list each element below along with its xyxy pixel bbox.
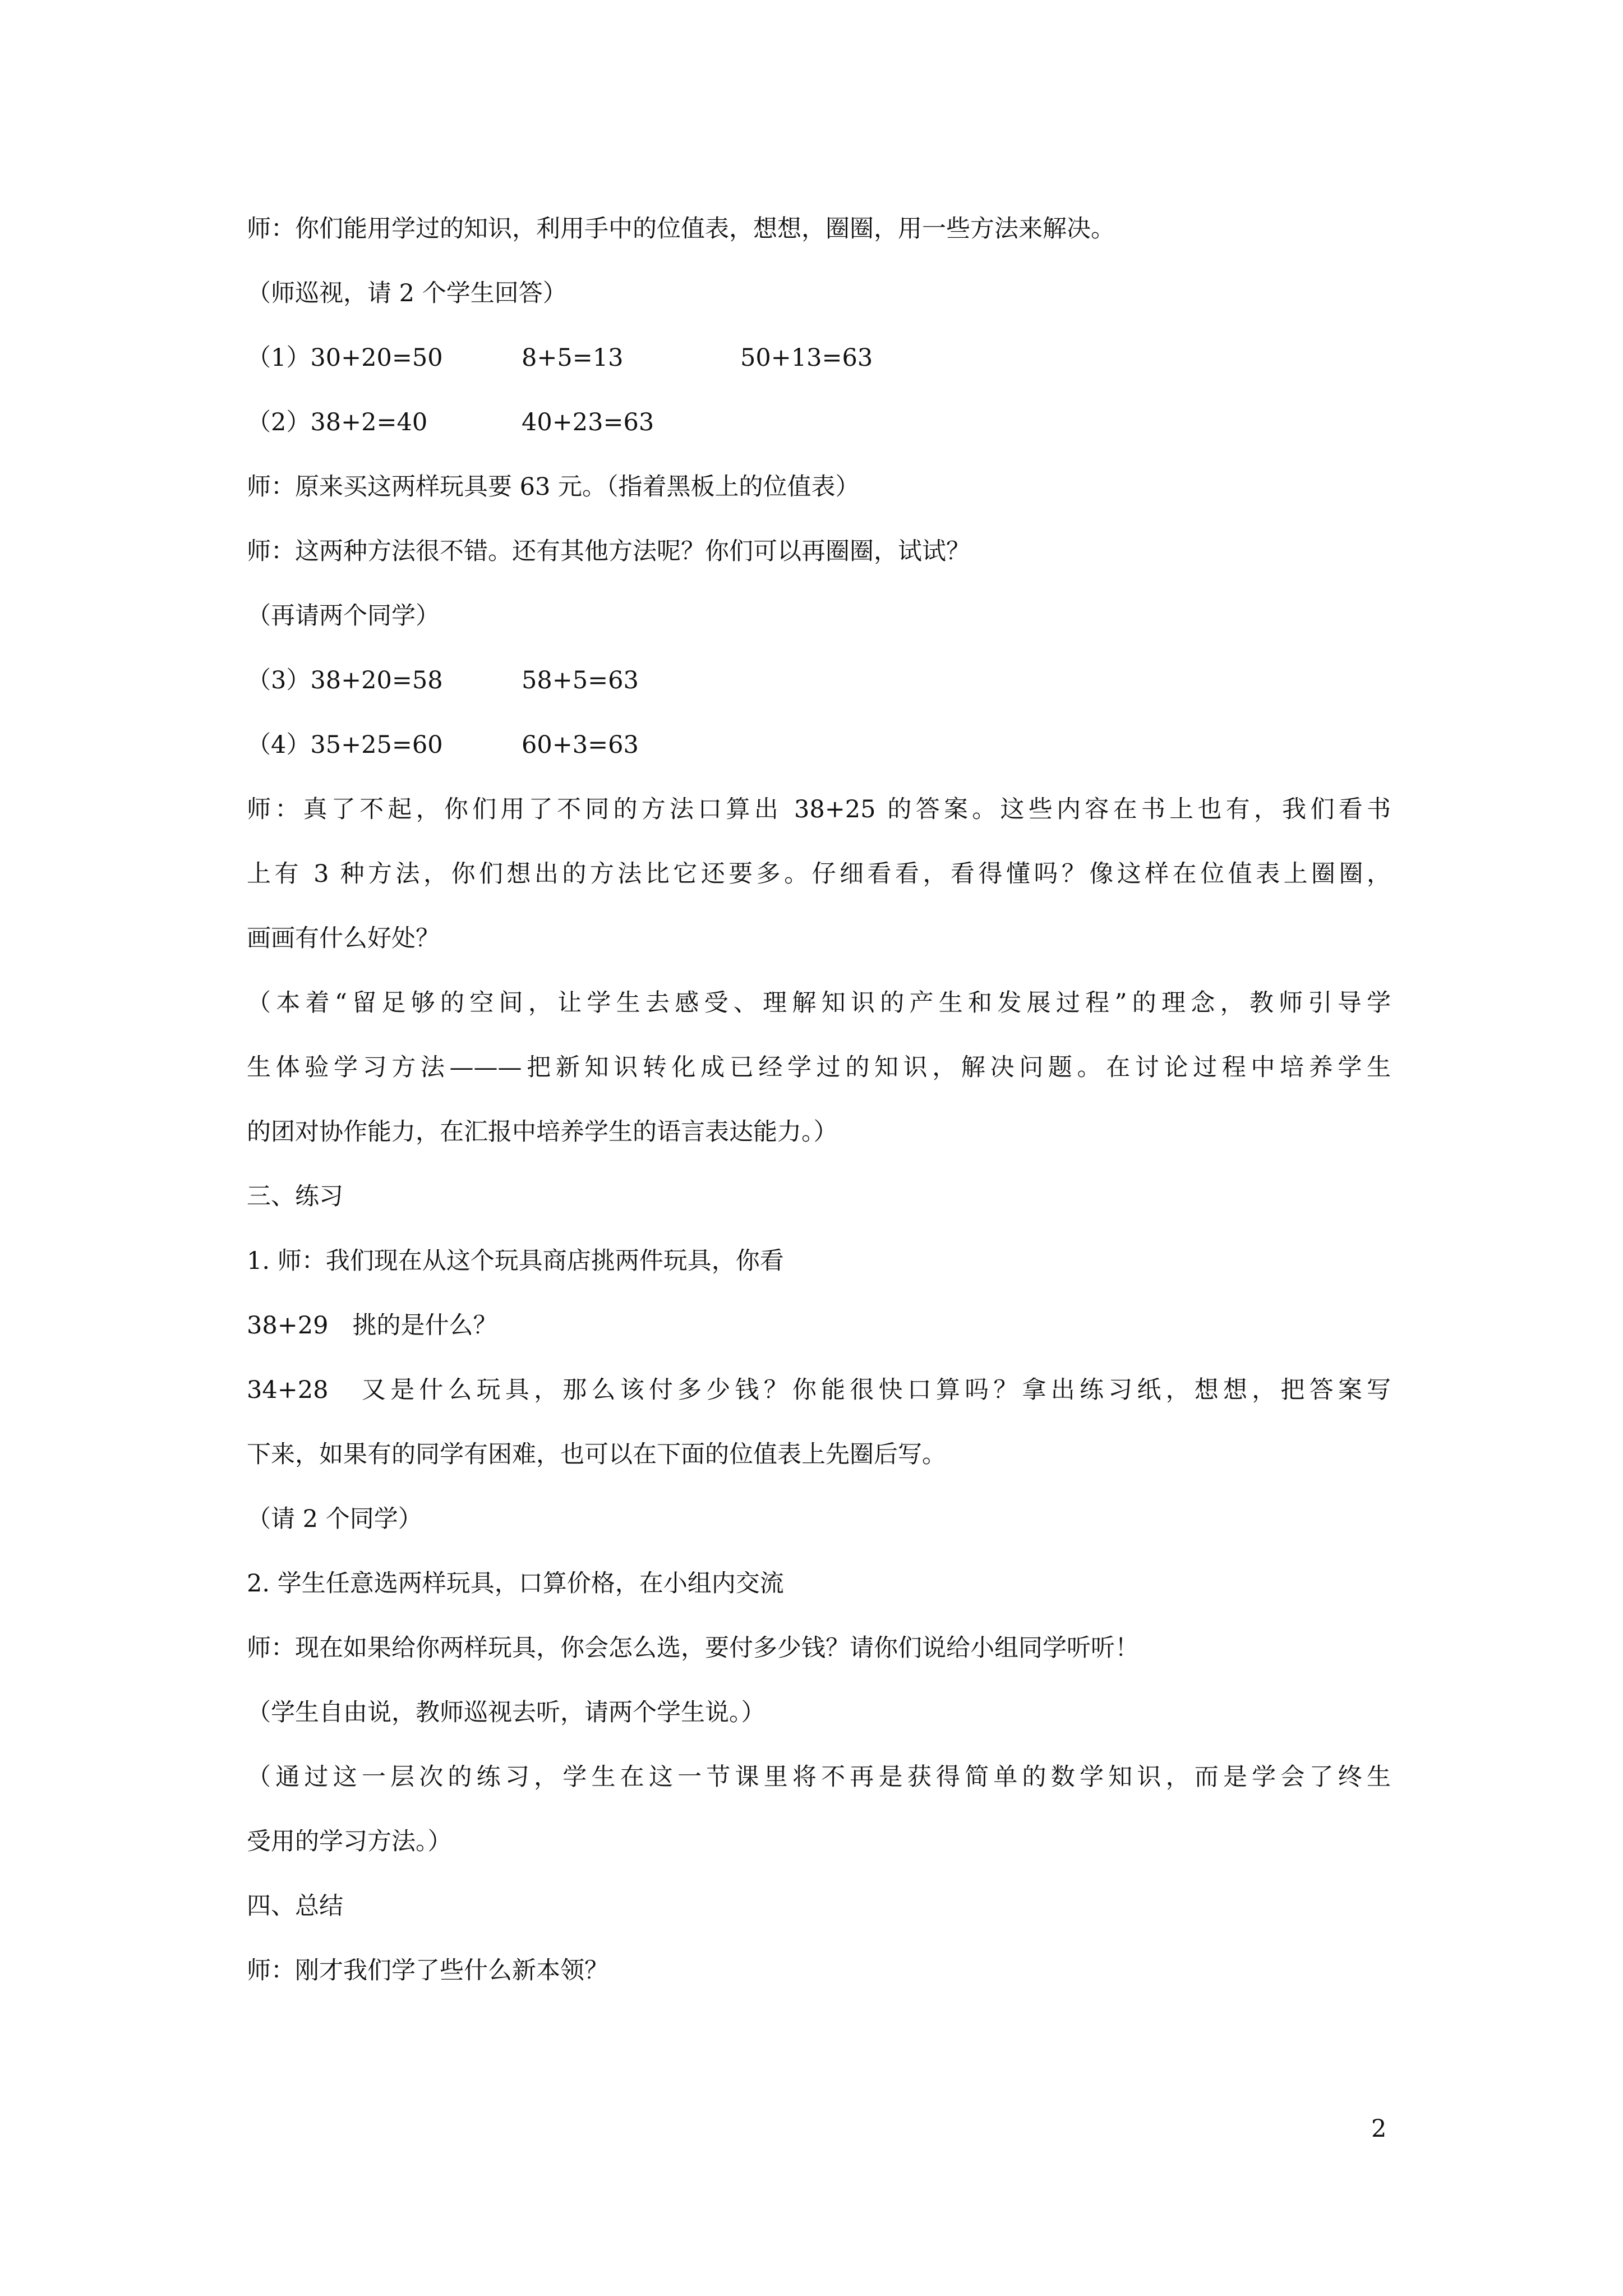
paragraph-line: 师：你们能用学过的知识，利用手中的位值表，想想，圈圈，用一些方法来解决。 bbox=[247, 215, 1115, 243]
paragraph-line: 受用的学习方法。） bbox=[247, 1828, 452, 1856]
equation: （4）35+25=60 bbox=[247, 731, 443, 759]
paragraph-line: 2. 学生任意选两样玩具，口算价格，在小组内交流 bbox=[247, 1570, 784, 1598]
paragraph-line: 师：这两种方法很不错。还有其他方法呢？你们可以再圈圈，试试？ bbox=[247, 537, 970, 565]
paragraph-line: （本着“留足够的空间，让学生去感受、理解知识的产生和发展过程”的理念，教师引导学 bbox=[247, 989, 1391, 1017]
equation-row bbox=[247, 406, 1391, 439]
section-heading: 四、总结 bbox=[247, 1892, 343, 1920]
paragraph-line: 下来，如果有的同学有困难，也可以在下面的位值表上先圈后写。 bbox=[247, 1441, 946, 1469]
paragraph-line: 师：原来买这两样玩具要 63 元。（指着黑板上的位值表） bbox=[247, 473, 860, 501]
paragraph-line: （再请两个同学） bbox=[247, 602, 440, 630]
equation: （1）30+20=50 bbox=[247, 344, 443, 372]
paragraph-line: 的团对协作能力，在汇报中培养学生的语言表达能力。） bbox=[247, 1118, 838, 1146]
equation-row bbox=[247, 341, 1391, 375]
paragraph-line: 师：现在如果给你两样玩具，你会怎么选，要付多少钱？请你们说给小组同学听听！ bbox=[247, 1634, 1139, 1662]
paragraph-line: 38+29 挑的是什么？ bbox=[247, 1312, 497, 1340]
section-heading: 三、练习 bbox=[247, 1182, 343, 1211]
paragraph-line: （通过这一层次的练习，学生在这一节课里将不再是获得简单的数学知识，而是学会了终生 bbox=[247, 1763, 1391, 1791]
equation: 50+13=63 bbox=[740, 344, 873, 372]
equation: 40+23=63 bbox=[522, 408, 654, 436]
equation: （3）38+20=58 bbox=[247, 666, 443, 694]
equation: 58+5=63 bbox=[522, 666, 639, 694]
paragraph-line: （请 2 个同学） bbox=[247, 1505, 422, 1533]
paragraph-line: （师巡视，请 2 个学生回答） bbox=[247, 279, 567, 307]
paragraph-line: 生体验学习方法———把新知识转化成已经学过的知识，解决问题。在讨论过程中培养学生 bbox=[247, 1053, 1391, 1082]
equation: （2）38+2=40 bbox=[247, 408, 428, 436]
paragraph-line: 师：真了不起，你们用了不同的方法口算出 38+25 的答案。这些内容在书上也有，我们看书 bbox=[247, 795, 1391, 823]
paragraph-line: （学生自由说，教师巡视去听，请两个学生说。） bbox=[247, 1699, 766, 1727]
paragraph-line: 34+28 又是什么玩具，那么该付多少钱？你能很快口算吗？拿出练习纸，想想，把答案写 bbox=[247, 1376, 1391, 1404]
equation: 60+3=63 bbox=[522, 731, 639, 759]
page-number: 2 bbox=[1371, 2115, 1387, 2143]
paragraph-line: 上有 3 种方法，你们想出的方法比它还要多。仔细看看，看得懂吗？像这样在位值表上圈圈， bbox=[247, 860, 1391, 888]
paragraph-line: 师：刚才我们学了些什么新本领？ bbox=[247, 1957, 608, 1985]
equation-row bbox=[247, 728, 1391, 762]
paragraph-line: 1. 师：我们现在从这个玩具商店挑两件玩具，你看 bbox=[247, 1247, 784, 1275]
paragraph-line: 画画有什么好处？ bbox=[247, 924, 440, 953]
equation: 8+5=13 bbox=[522, 344, 624, 372]
equation-row bbox=[247, 664, 1391, 697]
